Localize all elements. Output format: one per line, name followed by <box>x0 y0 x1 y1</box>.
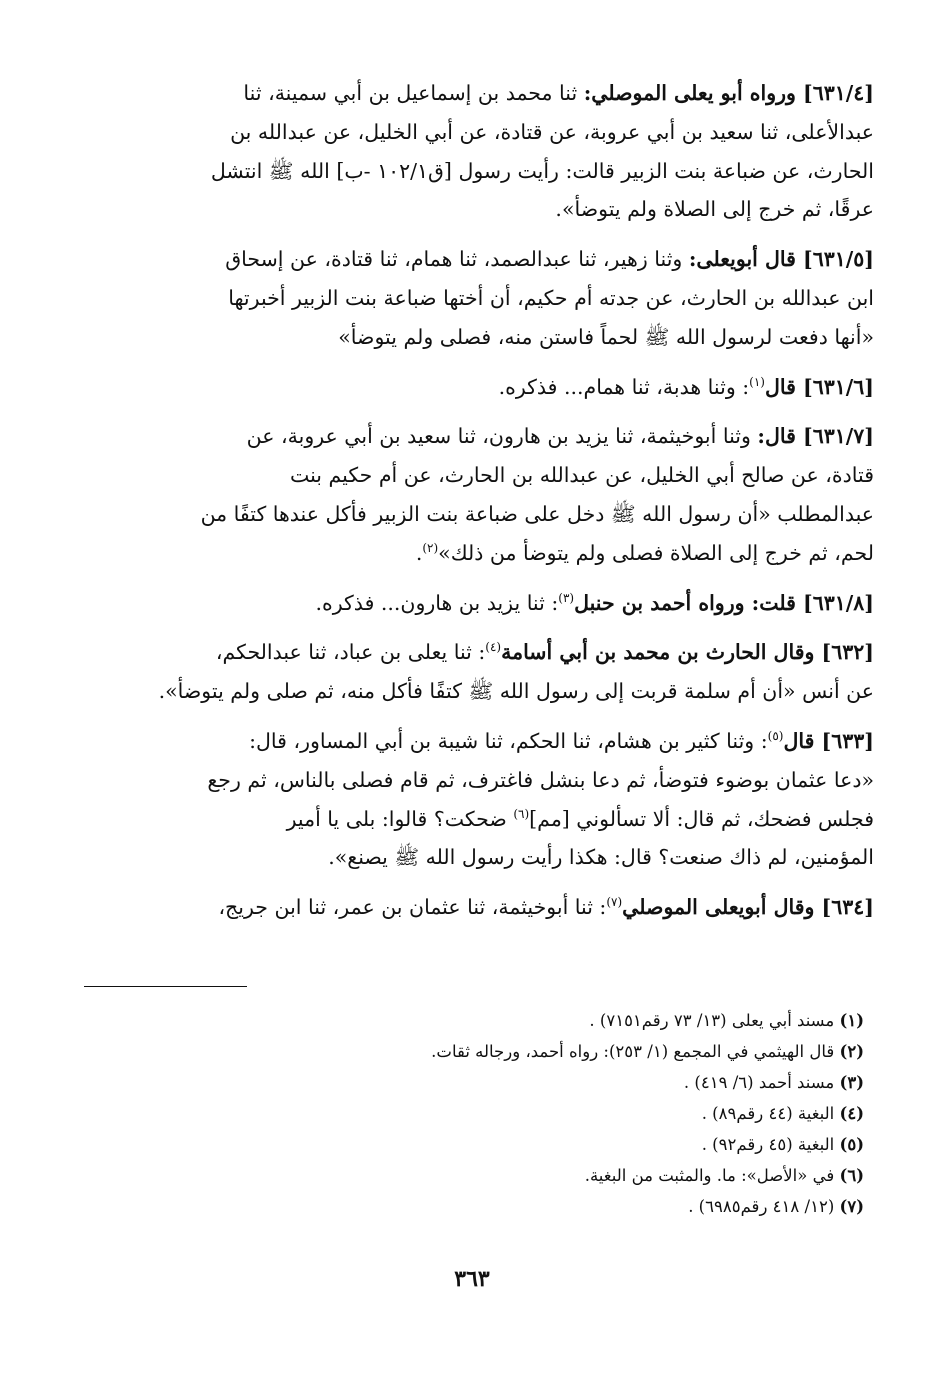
footnote-number: (٥) <box>839 1135 864 1154</box>
hadith-paragraph <box>72 584 874 623</box>
narration-text: : ثنا يعلى بن عباد، ثنا عبدالحكم، <box>215 640 486 665</box>
text-line <box>201 502 874 526</box>
narration-text: لحم، ثم خرج إلى الصلاة فصلى ولم يتوضأ من ذلك» <box>438 540 874 565</box>
page-number: ٣٦٣ <box>454 1266 490 1292</box>
main-text <box>72 74 874 938</box>
text-line <box>243 81 874 105</box>
narration-text: : وثنا كثير بن هشام، ثنا الحكم، ثنا شيبة بن أبي المساور، قال: <box>249 728 768 753</box>
hadith-paragraph <box>72 888 874 927</box>
footnote-number: (٧) <box>839 1197 864 1216</box>
narration-text: «أنها دفعت لرسول الله ﷺ لحماً فاستن منه، فصلى ولم يتوضأ» <box>338 324 874 349</box>
narration-text: عبدالمطلب «أن رسول الله ﷺ دخل على ضباعة بنت الزبير فأكل عندها كتفًا من <box>200 501 874 526</box>
narration-heading: [٦٣١/٨] قلت: ورواه أحمد بن حنبل <box>574 590 874 615</box>
text-line <box>228 286 874 310</box>
hadith-paragraph <box>72 368 874 407</box>
footnote <box>64 1098 864 1129</box>
hadith-paragraph <box>72 240 874 356</box>
footnote-number: (٣) <box>839 1073 864 1092</box>
text-line <box>315 591 874 615</box>
narration-text: المؤمنين، لم ذاك صنعت؟ قال: هكذا رأيت رسول الله ﷺ يصنع». <box>328 845 874 870</box>
text-line <box>499 375 874 399</box>
narration-text: ضحكت؟ قالوا: بلى يا أمير <box>286 806 514 831</box>
footnote-number: (١) <box>839 1011 864 1030</box>
footnote-text: البغية (٤٥ رقم٩٢) . <box>701 1135 835 1154</box>
narration-text: «دعا عثمان بوضوء فتوضأ، ثم دعا بنشل فاغترف، ثم قام فصلى بالناس، ثم رجع <box>207 767 874 792</box>
footnote-number: (٢) <box>839 1042 864 1061</box>
footnote <box>64 1191 864 1222</box>
footnote-text: قال الهيثمي في المجمع (١/ ٢٥٣): رواه أحمد، ورجاله ثقات. <box>431 1042 835 1061</box>
narration-heading: [٦٣١/٧] قال: <box>757 424 874 449</box>
text-line <box>211 159 874 183</box>
narration-heading: [٦٣١/٦] قال <box>764 374 874 399</box>
footnote-number: (٦) <box>839 1166 864 1185</box>
footnote-marker: (٧) <box>606 895 623 910</box>
narration-text: وثنا أبوخيثمة، ثنا يزيد بن هارون، ثنا سعيد بن أبي عروبة، عن <box>246 424 758 449</box>
narration-heading: [٦٣١/٥] قال أبويعلى: <box>688 247 874 272</box>
text-line <box>555 197 874 221</box>
narration-text: عن أنس «أن أم سلمة قربت إلى رسول الله ﷺ كتفًا فأكل منه، ثم صلى ولم يتوضأ». <box>158 679 874 704</box>
footnote <box>64 1067 864 1098</box>
text-line <box>338 325 874 349</box>
footnote-text: مسند أحمد (٦/ ٤١٩) . <box>683 1073 835 1092</box>
footnote-separator <box>84 986 247 987</box>
text-line <box>290 463 874 487</box>
narration-text: عبدالأعلى، ثنا سعيد بن أبي عروبة، عن قتادة، عن أبي الخليل، عن عبدالله بن <box>230 119 874 144</box>
footnote-text: (١٢/ ٤١٨ رقم٦٩٨٥) . <box>688 1197 835 1216</box>
footnote-text: البغية (٤٤ رقم٨٩) . <box>701 1104 835 1123</box>
text-line <box>247 424 874 448</box>
narration-text: عرقًا، ثم خرج إلى الصلاة ولم يتوضأ». <box>555 197 874 222</box>
narration-text: : وثنا هدبة، ثنا همام... فذكره. <box>498 374 750 399</box>
hadith-paragraph <box>72 417 874 572</box>
text-line <box>216 640 874 664</box>
footnote-text: في «الأصل»: ما. والمثبت من البغية. <box>584 1166 835 1185</box>
text-line <box>249 729 874 753</box>
footnote <box>64 1129 864 1160</box>
narration-heading: [٦٣٣] قال <box>783 728 874 753</box>
footnotes <box>64 1005 864 1222</box>
text-line <box>225 247 874 271</box>
narration-text: وثنا زهير، ثنا عبدالصمد، ثنا همام، ثنا قتادة، عن إسحاق <box>225 247 689 272</box>
footnote-marker: (٦) <box>513 806 530 821</box>
footnote-marker: (١) <box>749 374 765 389</box>
footnote-marker: (٢) <box>422 540 439 555</box>
footnote-marker: (٣) <box>558 590 575 605</box>
footnote-number: (٤) <box>839 1104 864 1123</box>
narration-text: . <box>415 540 423 565</box>
narration-text: : ثنا يزيد بن هارون... فذكره. <box>315 590 559 615</box>
text-line <box>207 768 874 792</box>
text-line <box>287 807 874 831</box>
text-line <box>230 120 874 144</box>
narration-heading: [٦٣١/٤] ورواه أبو يعلى الموصلي: <box>583 81 874 105</box>
footnote-marker: (٤) <box>485 640 502 655</box>
footnote <box>64 1036 864 1067</box>
narration-text: ثنا محمد بن إسماعيل بن أبي سمينة، ثنا <box>243 81 584 105</box>
narration-text: فجلس فضحك، ثم قال: ألا تسألوني [مم] <box>529 806 874 831</box>
text-line <box>159 679 874 703</box>
footnote <box>64 1005 864 1036</box>
narration-text: قتادة، عن صالح أبي الخليل، عن عبدالله بن الحارث، عن أم حكيم بنت <box>289 463 874 488</box>
narration-text: ابن عبدالله بن الحارث، عن جدته أم حكيم، أن أختها ضباعة بنت الزبير أخبرتها <box>228 285 874 310</box>
text-line <box>218 895 874 919</box>
hadith-paragraph <box>72 74 874 229</box>
narration-text: : ثنا أبوخيثمة، ثنا عثمان بن عمر، ثنا ابن جريج، <box>218 895 607 920</box>
hadith-paragraph <box>72 722 874 877</box>
narration-heading: [٦٣٤] وقال أبويعلى الموصلي <box>622 895 874 920</box>
text-line <box>416 541 874 565</box>
text-line <box>328 845 874 869</box>
narration-text: الحارث، عن ضباعة بنت الزبير قالت: رأيت رسول [ق١٠٢/١ -ب] الله ﷺ انتشل <box>210 158 874 183</box>
footnote-text: مسند أبي يعلى (١٣/ ٧٣ رقم٧١٥١) . <box>589 1011 835 1030</box>
narration-heading: [٦٣٢] وقال الحارث بن محمد بن أبي أسامة <box>501 640 874 665</box>
footnote-marker: (٥) <box>767 729 784 744</box>
hadith-paragraph <box>72 633 874 711</box>
footnote <box>64 1160 864 1191</box>
